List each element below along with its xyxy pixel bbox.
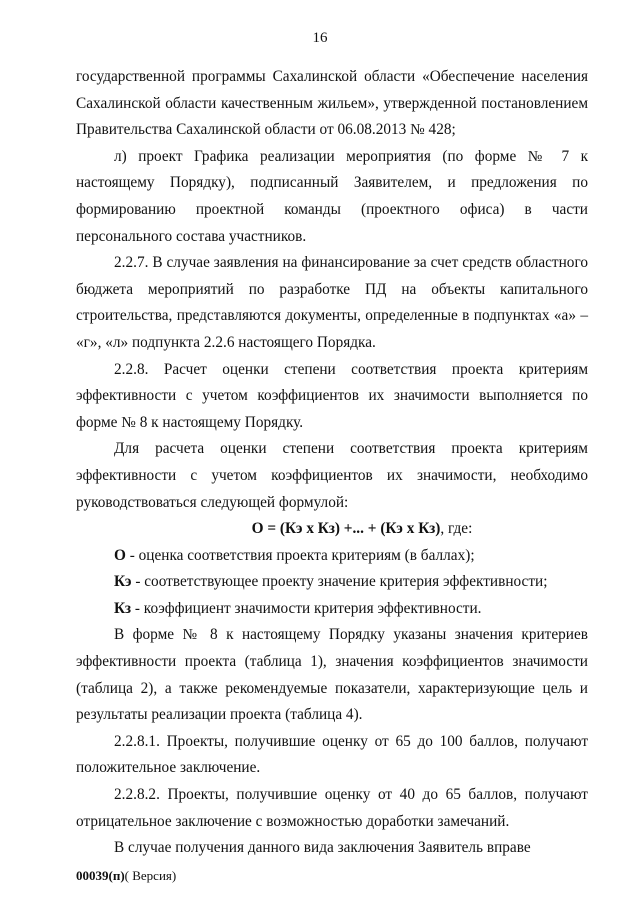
definition-text: - соответствующее проекту значение критерия эффективности;: [131, 573, 548, 591]
paragraph-2-2-7: 2.2.7. В случае заявления на финансирование за счет средств областного бюджета мероприятий по разработке ПД на объекты капитального строительства, представляются документы, определенные в подпунктах «а» – «г», «л» подпункта 2.2.6 настоящего Порядка.: [76, 254, 588, 351]
paragraph-item-l: л) проект Графика реализации мероприятия (по форме № 7 к настоящему Порядку), подписанный Заявителем, и предложения по формированию проектной команды (проектного офиса) в части персонального состава участников.: [76, 147, 588, 245]
definition-term: Кэ: [114, 573, 132, 591]
formula-tail: , где:: [440, 520, 473, 538]
page-number: 16: [312, 30, 328, 46]
document-body: [76, 64, 588, 862]
paragraph-2-2-8-2: 2.2.8.2. Проекты, получившие оценку от 40 до 65 баллов, получают отрицательное заключение с возможностью доработки замечаний.: [76, 786, 588, 830]
definition-ke: [76, 569, 588, 596]
paragraph-2-2-8-1: 2.2.8.1. Проекты, получившие оценку от 65 до 100 баллов, получают положительное заключение.: [76, 732, 588, 777]
formula: [76, 516, 588, 543]
paragraph-formula-intro: Для расчета оценки степени соответствия проекта критериям эффективности с учетом коэффициентов их значимости, необходимо руководствоваться следующей формулой:: [76, 440, 588, 511]
footer: [76, 868, 176, 884]
definition-text: - коэффициент значимости критерия эффективности.: [131, 599, 482, 617]
definition-o: [76, 543, 588, 570]
formula-expression: О = (Кэ х Кз) +... + (Кэ х Кз): [251, 520, 441, 538]
document-version: ( Версия): [124, 868, 177, 883]
definition-term: Кз: [114, 599, 132, 617]
paragraph-form-8: В форме № 8 к настоящему Порядку указаны значения критериев эффективности проекта (таблица 1), значения коэффициентов значимости (таблица 2), а также рекомендуемые показатели, характеризующие цель и результаты реализации проекта (таблица 4).: [76, 626, 588, 724]
paragraph-conclusion: В случае получения данного вида заключения Заявитель вправе: [114, 839, 531, 857]
definition-text: - оценка соответствия проекта критериям (в баллах);: [125, 546, 475, 564]
definition-kz: [76, 596, 588, 623]
paragraph-continuation: государственной программы Сахалинской области «Обеспечение населения Сахалинской области качественным жильем», утвержденной постановлением Правительства Сахалинской области от 06.08.2013 № 428;: [76, 68, 588, 139]
document-code: 00039(п): [76, 868, 125, 883]
paragraph-2-2-8: 2.2.8. Расчет оценки степени соответствия проекта критериям эффективности с учетом коэффициентов их значимости выполняется по форме № 8 к настоящему Порядку.: [76, 360, 588, 431]
definition-term: О: [114, 546, 126, 564]
